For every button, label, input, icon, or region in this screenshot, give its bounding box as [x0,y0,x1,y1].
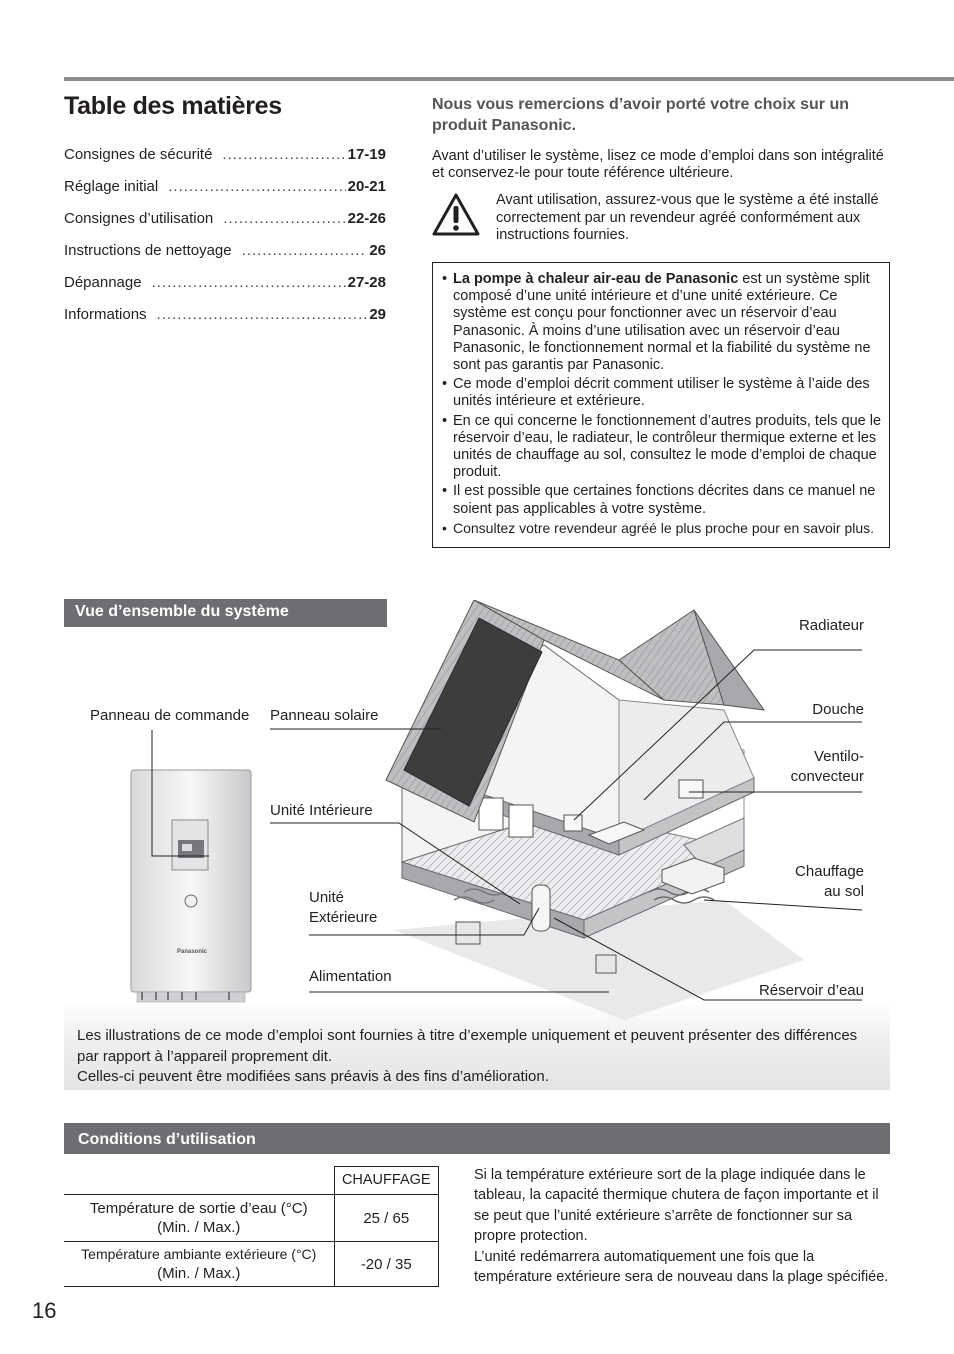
section-title-conditions: Conditions d’utilisation [64,1123,890,1154]
label-indoor-unit: Unité Intérieure [270,802,373,819]
warning-text: Avant utilisation, assurez-vous que le système a été installé correctement par un revendeur agréé conformément aux instructions fournies. [496,192,879,243]
info-bullet-text: est un système split composé d’une unité intérieure et d’une unité extérieure. Ce système est conçu pour fonctionner avec un réservoir d’eau Panasonic. À moins d’une utilisation avec un réservoir d’eau Panasonic, le fonctionnement normal et la fiabilité du système ne sont pas garantis par Panasonic. [453,271,871,374]
label-outdoor-unit: Unité Extérieure [309,889,378,926]
page-number: 16 [32,1298,57,1323]
toc-item[interactable] [64,274,386,306]
toc-item[interactable] [64,178,386,210]
label-shower: Douche [812,701,864,718]
label-radiator: Radiateur [798,617,864,634]
info-bullet [442,271,881,374]
table-row [64,1242,439,1287]
section-title-overview: Vue d’ensemble du système [64,599,387,627]
label-fan-coil: Ventilo- convecteur [790,748,864,785]
info-bullet: • Il est possible que certaines fonctions décrites dans ce manuel ne soient pas applicables à votre système. [442,483,881,517]
intro-paragraph: Avant d’utiliser le système, lisez ce mode d’emploi dans son intégralité et conservez-le pour toute référence ultérieure. [432,148,884,181]
indoor-unit-image [131,770,251,1002]
toc-item[interactable] [64,306,386,338]
toc-item-label: Consignes d’utilisation [64,210,214,227]
illustration-note: Les illustrations de ce mode d’emploi sont fournies à titre d’exemple uniquement et peuvent présenter des différences par rapport à l’appareil proprement dit. Celles-ci peuvent être modifiées sans préavis à des fins d’amélioration. [77,1027,858,1085]
toc-list [64,146,386,338]
thanks-title: Nous vous remercions d’avoir porté votre choix sur un produit Panasonic. [432,96,849,134]
info-bullet: • Ce mode d’emploi décrit comment utiliser le système à l’aide des unités intérieure et extérieure. [442,376,881,410]
column-header: CHAUFFAGE [334,1167,439,1195]
toc-item-page: 20-21 [347,178,386,195]
table-row [64,1195,439,1242]
toc-item[interactable] [64,146,386,178]
row-value: -20 / 35 [334,1242,439,1287]
top-rule [64,77,954,81]
conditions-table [64,1166,439,1287]
toc-item[interactable] [64,210,386,242]
toc-item-label: Réglage initial [64,178,159,195]
row-label: Température de sortie d’eau (°C) (Min. / Max.) [64,1195,334,1242]
warning-icon [432,193,480,237]
toc-item-page: 27-28 [347,274,386,291]
toc-item-label: Informations [64,306,147,323]
info-bullet: • En ce qui concerne le fonctionnement d’autres produits, tels que le réservoir d’eau, le radiateur, le contrôleur thermique externe et les unités de chauffage au sol, consultez le mode d’emploi de chaque produit. [442,413,881,482]
system-illustration [64,600,890,1020]
row-value: 25 / 65 [334,1195,439,1242]
row-label: Température ambiante extérieure (°C) (Min. / Max.) [64,1242,334,1287]
toc-item-page: 26 [369,242,386,259]
unit-brand-label: Panasonic [177,949,208,955]
info-bullet: • Consultez votre revendeur agréé le plus proche pour en savoir plus. [442,520,881,537]
toc-item-page: 22-26 [347,210,386,227]
label-power-supply: Alimentation [309,968,392,985]
toc-item-page: 29 [369,306,386,323]
toc-item-label: Dépannage [64,274,142,291]
label-solar-panel: Panneau solaire [270,707,379,724]
info-box [432,262,890,548]
label-water-tank: Réservoir d’eau [758,982,864,999]
toc-item-label: Consignes de sécurité [64,146,213,163]
label-floor-heating: Chauffage au sol [795,863,864,900]
label-control-panel: Panneau de commande [90,707,250,724]
toc-item-label: Instructions de nettoyage [64,242,232,259]
info-bullet-bold: La pompe à chaleur air-eau de Panasonic [453,271,739,287]
toc-item-page: 17-19 [347,146,386,163]
toc-title: Table des matières [64,92,282,120]
toc-item[interactable] [64,242,386,274]
conditions-text: Si la température extérieure sort de la plage indiquée dans le tableau, la capacité thermique chutera de façon importante et il se peut que l’unité extérieure s’arrête de fonctionner sur sa propre protection. L’unité redémarrera automatiquement une fois que la température extérieure sera de nouveau dans la plage spécifiée. [474,1167,889,1286]
